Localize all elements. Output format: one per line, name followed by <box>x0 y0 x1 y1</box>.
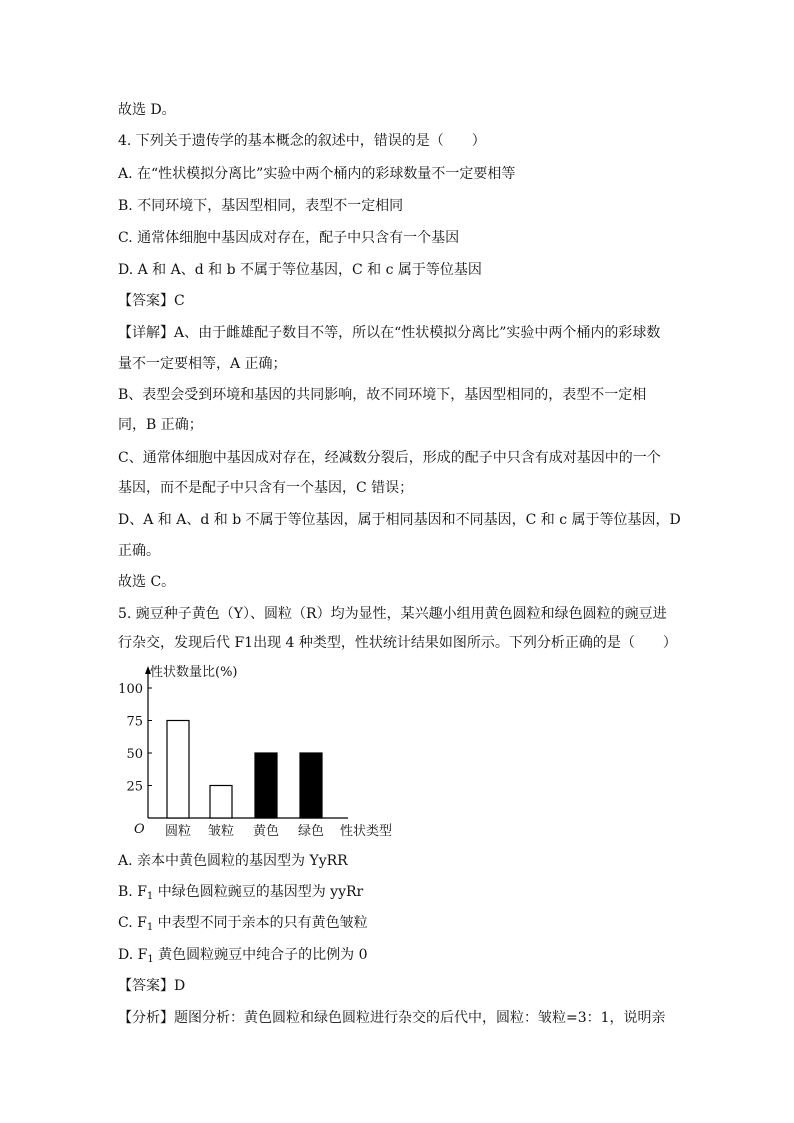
explanation-line: D、A 和 A、d 和 b 不属于等位基因，属于相同基因和不同基因，C 和 c 属于等位基因，D <box>118 512 681 528</box>
y-axis-label: 性状数量比(%) <box>150 665 238 680</box>
option-c <box>118 913 678 933</box>
explanation-line: 基因，而不是配子中只含有一个基因，C 错误； <box>118 480 414 496</box>
option-text: B. F <box>118 884 147 900</box>
y-tick-label: 75 <box>126 714 143 730</box>
bar-2 <box>210 786 232 819</box>
question-5-stem: 行杂交，发现后代 F1出现 4 种类型，性状统计结果如图所示。下列分析正确的是（ ） <box>118 635 677 651</box>
option-d: D. A 和 A、d 和 b 不属于等位基因，C 和 c 属于等位基因 <box>118 262 482 278</box>
explanation-line: B、表型会受到环境和基因的共同影响，故不同环境下，基因型相同的，表型不一定相 <box>118 387 647 403</box>
option-a: A. 在“性状模拟分离比”实验中两个桶内的彩球数量不一定要相等 <box>118 166 516 182</box>
y-tick-label: 100 <box>118 682 143 697</box>
x-tick-label: 皱粒 <box>207 824 235 839</box>
text-line: 故选 C。 <box>118 574 176 590</box>
answer-line: 【答案】C <box>118 293 185 309</box>
explanation-line: 正确。 <box>118 543 160 559</box>
explanation-line: C、通常体细胞中基因成对存在，经减数分裂后，形成的配子中只含有成对基因中的一个 <box>118 450 661 466</box>
option-text: 黄色圆粒豌豆中纯合子的比例为 0 <box>153 947 368 963</box>
x-tick-label: 圆粒 <box>164 824 192 839</box>
option-text: 中表型不同于亲本的只有黄色皱粒 <box>153 915 368 931</box>
bar-1 <box>167 721 189 819</box>
bar-4 <box>300 753 322 818</box>
x-tick-label: 黄色 <box>252 824 280 839</box>
option-d <box>118 945 678 965</box>
option-b: B. 不同环境下，基因型相同，表型不一定相同 <box>118 198 404 214</box>
option-text: C. F <box>118 915 147 931</box>
explanation-line: 【详解】A、由于雌雄配子数目不等，所以在“性状模拟分离比”实验中两个桶内的彩球数 <box>118 325 661 341</box>
x-axis-label: 性状类型 <box>340 824 393 839</box>
text-line: 故选 D。 <box>118 102 176 118</box>
subscript: 1 <box>146 922 154 933</box>
question-5-stem: 5. 豌豆种子黄色（Y）、圆粒（R）均为显性，某兴趣小组用黄色圆粒和绿色圆粒的豌豆进 <box>118 606 667 622</box>
option-b <box>118 882 678 902</box>
question-4-stem: 4. 下列关于遗传学的基本概念的叙述中，错误的是（ ） <box>118 133 486 149</box>
bar-3 <box>255 753 277 818</box>
option-text: D. F <box>118 947 148 963</box>
option-c: C. 通常体细胞中基因成对存在，配子中只含有一个基因 <box>118 230 460 246</box>
option-text: 中绿色圆粒豌豆的基因型为 yyRr <box>153 884 364 900</box>
subscript: 1 <box>147 954 154 965</box>
option-text: A. 亲本中黄色圆粒的基因型为 YyRR <box>118 853 348 869</box>
x-tick-label: 绿色 <box>297 824 325 839</box>
y-tick-label: 25 <box>126 779 143 795</box>
explanation-line: 同，B 正确； <box>118 417 203 433</box>
answer-line: 【答案】D <box>118 978 186 994</box>
explanation-line: 量不一定要相等，A 正确； <box>118 356 287 372</box>
origin-label: O <box>134 822 145 837</box>
bar-chart <box>118 658 418 843</box>
subscript: 1 <box>146 891 154 902</box>
option-a <box>118 851 678 871</box>
y-tick-label: 50 <box>126 747 143 762</box>
analysis-line: 【分析】题图分析：黄色圆粒和绿色圆粒进行杂交的后代中，圆粒：皱粒=3：1，说明亲 <box>118 1010 666 1026</box>
